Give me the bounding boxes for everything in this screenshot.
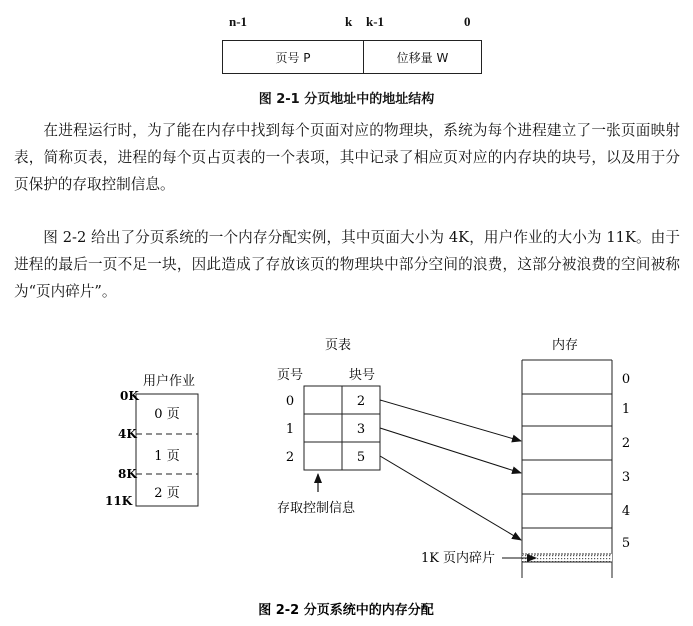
user-page-2: 2 页 [154,486,180,501]
page-table-title: 页表 [324,338,352,353]
bit-label-k-minus-1: k-1 [366,14,385,29]
page-table-row-page: 0 [285,394,295,409]
user-page-0: 0 页 [154,407,180,422]
user-page-1: 1 页 [154,449,180,464]
address-8k: 8K [118,467,137,481]
page-table-row-block: 2 [356,394,366,409]
bit-label-n-minus-1: n-1 [229,14,248,29]
access-control-label: 存取控制信息 [276,501,356,516]
page-mapping-arrows [380,400,521,540]
memory-block-number: 3 [621,470,631,485]
memory-title: 内存 [551,338,579,353]
memory-block-number: 5 [621,536,631,551]
address-4k: 4K [118,427,137,441]
paragraph-2-text: 图 2-2 给出了分页系统的一个内存分配实例，其中页面大小为 4K，用户作业的大小为 11K。由于进程的最后一页不足一块，因此造成了存放该页的物理块中部分空间的浪费，这部分被浪费的空间被称为“页内碎片”。 [14,229,680,300]
bit-label-zero: 0 [464,14,471,29]
offset-field: 位移量 W [396,50,449,65]
page-number-header: 页号 [276,368,304,383]
memory [421,337,630,578]
page-table-row-page: 2 [285,450,295,465]
fragment-label: 1K 页内碎片 [420,551,496,566]
page-table-row-block: 3 [356,422,366,437]
memory-block-number: 0 [621,372,631,387]
figure-2-2-caption: 图 2-2 分页系统中的内存分配 [258,603,434,618]
page-table-row-block: 5 [356,450,366,465]
bit-label-k: k [345,14,353,29]
memory-block-number: 1 [621,402,631,417]
address-11k: 11K [105,494,133,508]
memory-block-number: 4 [621,504,631,519]
paragraph-1-text: 在进程运行时，为了能在内存中找到每个页面对应的物理块，系统为每个进程建立了一张页面映射表，简称页表，进程的每个页占页表的一个表项，其中记录了相应页对应的内存块的块号，以及用于分页保护的存取控制信息。 [14,122,680,193]
page-table-row-page: 1 [285,422,295,437]
block-number-header: 块号 [348,368,376,383]
user-job-title: 用户作业 [142,374,196,389]
mapping-arrow-page-2 [380,456,521,540]
page-number-field: 页号 P [275,50,311,65]
memory-block-number: 2 [621,436,631,451]
user-job [105,374,198,508]
page-table [277,338,380,516]
address-0k: 0K [120,389,139,403]
figure-2-1-caption: 图 2-1 分页地址中的地址结构 [258,92,435,107]
